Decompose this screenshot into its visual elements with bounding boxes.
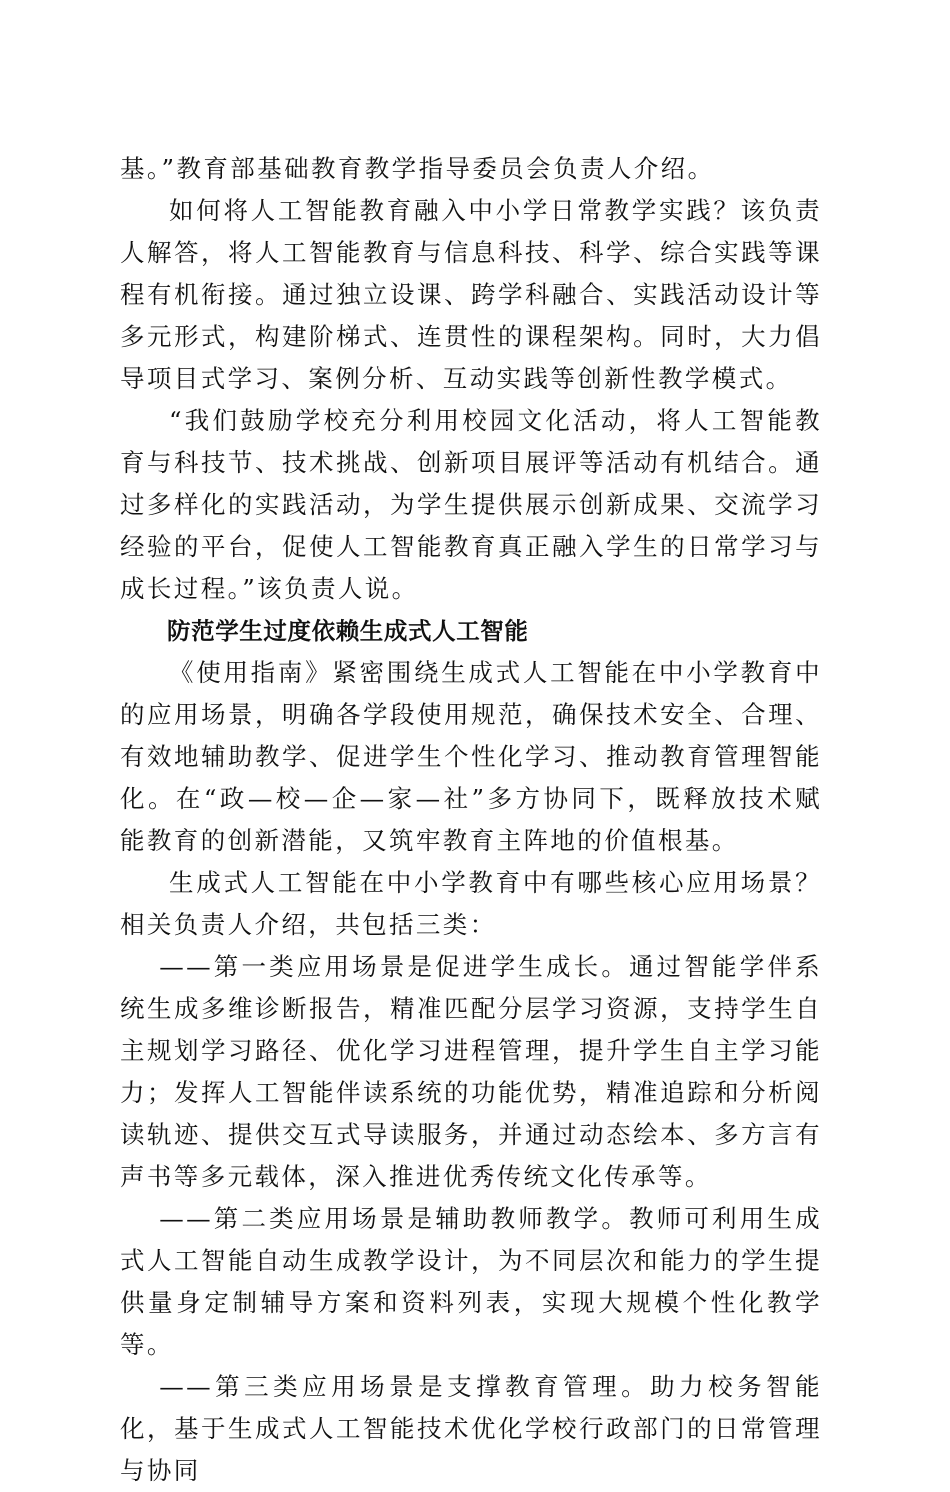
paragraph-curriculum: 如何将人工智能教育融入中小学日常教学实践？该负责人解答，将人工智能教育与信息科技、科学、综合实践等课程有机衔接。通过独立设课、跨学科融合、实践活动设计等多元形式，构建阶梯式、连贯性的课程架构。同时，大力倡导项目式学习、案例分析、互动实践等创新性教学模式。 (120, 196, 822, 393)
paragraph-scenario-teaching: ——第二类应用场景是辅助教师教学。教师可利用生成式人工智能自动生成教学设计，为不同层次和能力的学生提供量身定制辅导方案和资料列表，实现大规模个性化教学等。 (120, 1204, 822, 1359)
paragraph-continuation: 基。”教育部基础教育教学指导委员会负责人介绍。 (120, 154, 715, 183)
paragraph-scenario-student-growth: ——第一类应用场景是促进学生成长。通过智能学伴系统生成多维诊断报告，精准匹配分层学习资源，支持学生自主规划学习路径、优化学习进程管理，提升学生自主学习能力；发挥人工智能伴读系统的功能优势，精准追踪和分析阅读轨迹、提供交互式导读服务，并通过动态绘本、多方言有声书等多元载体，深入推进优秀传统文化传承等。 (120, 952, 822, 1191)
paragraph-core-scenarios: 生成式人工智能在中小学教育中有哪些核心应用场景？相关负责人介绍，共包括三类： (120, 868, 822, 939)
paragraph-scenario-management: ——第三类应用场景是支撑教育管理。助力校务智能化，基于生成式人工智能技术优化学校行政部门的日常管理与协同 (120, 1372, 822, 1485)
article-body (120, 148, 822, 1492)
paragraph-usage-guide: 《使用指南》紧密围绕生成式人工智能在中小学教育中的应用场景，明确各学段使用规范，确保技术安全、合理、有效地辅助教学、促进学生个性化学习、推动教育管理智能化。在“政—校—企—家—社”多方协同下，既释放技术赋能教育的创新潜能，又筑牢教育主阵地的价值根基。 (120, 658, 822, 855)
paragraph-campus-activities: “我们鼓励学校充分利用校园文化活动，将人工智能教育与科技节、技术挑战、创新项目展评等活动有机结合。通过多样化的实践活动，为学生提供展示创新成果、交流学习经验的平台，促使人工智能教育真正融入学生的日常学习与成长过程。”该负责人说。 (120, 406, 822, 603)
section-heading: 防范学生过度依赖生成式人工智能 (167, 617, 529, 645)
